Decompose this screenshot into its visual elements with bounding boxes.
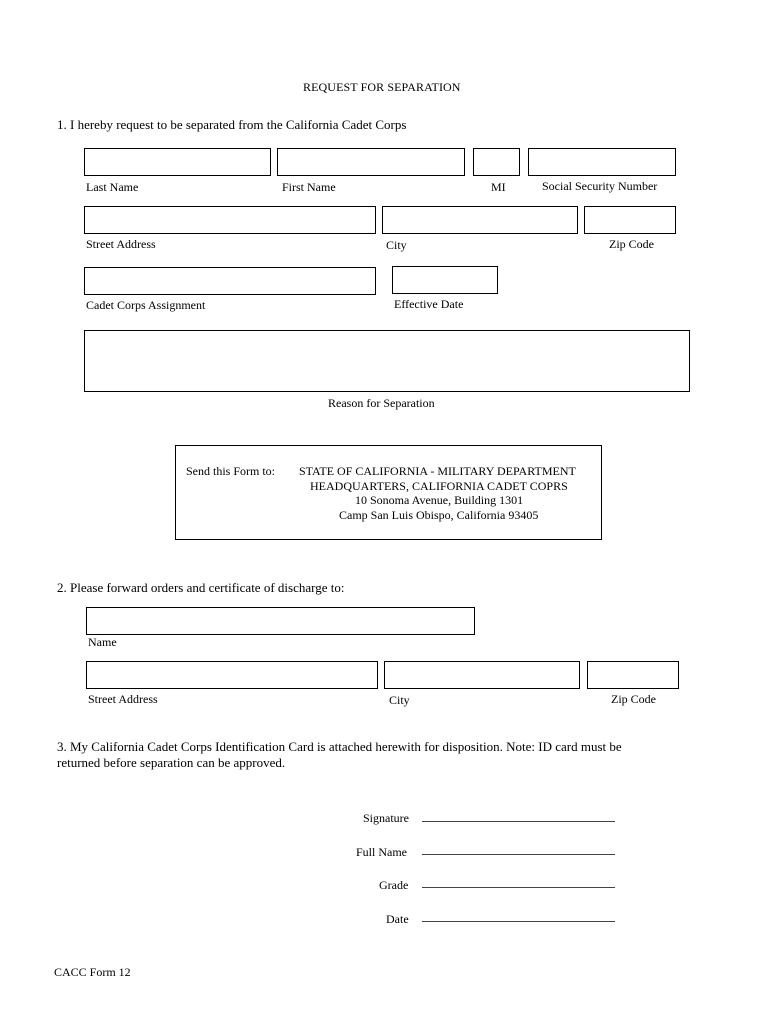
forward-zip-label: Zip Code <box>611 692 656 706</box>
grade-line[interactable] <box>422 887 615 888</box>
forward-name-input[interactable] <box>86 607 475 635</box>
date-line[interactable] <box>422 921 615 922</box>
cadet-assignment-input[interactable] <box>84 267 376 295</box>
signature-line[interactable] <box>422 821 615 822</box>
cadet-assignment-label: Cadet Corps Assignment <box>86 298 206 312</box>
street-address-label: Street Address <box>86 237 156 251</box>
send-to-line1: STATE OF CALIFORNIA - MILITARY DEPARTMENT <box>299 464 576 478</box>
send-to-line2: HEADQUARTERS, CALIFORNIA CADET COPRS <box>310 479 568 493</box>
mi-label: MI <box>491 180 506 194</box>
street-address-input[interactable] <box>84 206 376 234</box>
signature-label: Signature <box>363 811 409 825</box>
middle-initial-input[interactable] <box>473 148 520 176</box>
forward-street-input[interactable] <box>86 661 378 689</box>
full-name-line[interactable] <box>422 854 615 855</box>
reason-label: Reason for Separation <box>328 396 435 410</box>
send-to-line3: 10 Sonoma Avenue, Building 1301 <box>355 493 524 507</box>
grade-label: Grade <box>379 878 409 892</box>
section2-heading: 2. Please forward orders and certificate of discharge to: <box>57 580 345 595</box>
zip-code-label: Zip Code <box>609 237 654 251</box>
city-label: City <box>386 238 407 252</box>
ssn-input[interactable] <box>528 148 676 176</box>
section3-line1: 3. My California Cadet Corps Identification Card is attached herewith for disposition. Note: ID card must be <box>57 739 622 754</box>
form-title: REQUEST FOR SEPARATION <box>303 80 461 94</box>
send-to-label: Send this Form to: <box>186 464 276 478</box>
first-name-input[interactable] <box>277 148 465 176</box>
send-to-line4: Camp San Luis Obispo, California 93405 <box>339 508 539 522</box>
forward-name-label: Name <box>88 635 117 649</box>
last-name-input[interactable] <box>84 148 271 176</box>
effective-date-input[interactable] <box>392 266 498 294</box>
date-label: Date <box>386 912 409 926</box>
ssn-label: Social Security Number <box>542 179 658 193</box>
forward-street-label: Street Address <box>88 692 158 706</box>
section1-heading: 1. I hereby request to be separated from the California Cadet Corps <box>57 117 407 132</box>
zip-code-input[interactable] <box>584 206 676 234</box>
forward-zip-input[interactable] <box>587 661 679 689</box>
full-name-label: Full Name <box>356 845 407 859</box>
forward-city-input[interactable] <box>384 661 580 689</box>
section3-line2: returned before separation can be approved. <box>57 755 286 770</box>
city-input[interactable] <box>382 206 578 234</box>
reason-textarea[interactable] <box>84 330 690 392</box>
effective-date-label: Effective Date <box>394 297 464 311</box>
first-name-label: First Name <box>282 180 336 194</box>
form-number: CACC Form 12 <box>54 965 131 979</box>
forward-city-label: City <box>389 693 410 707</box>
last-name-label: Last Name <box>86 180 139 194</box>
